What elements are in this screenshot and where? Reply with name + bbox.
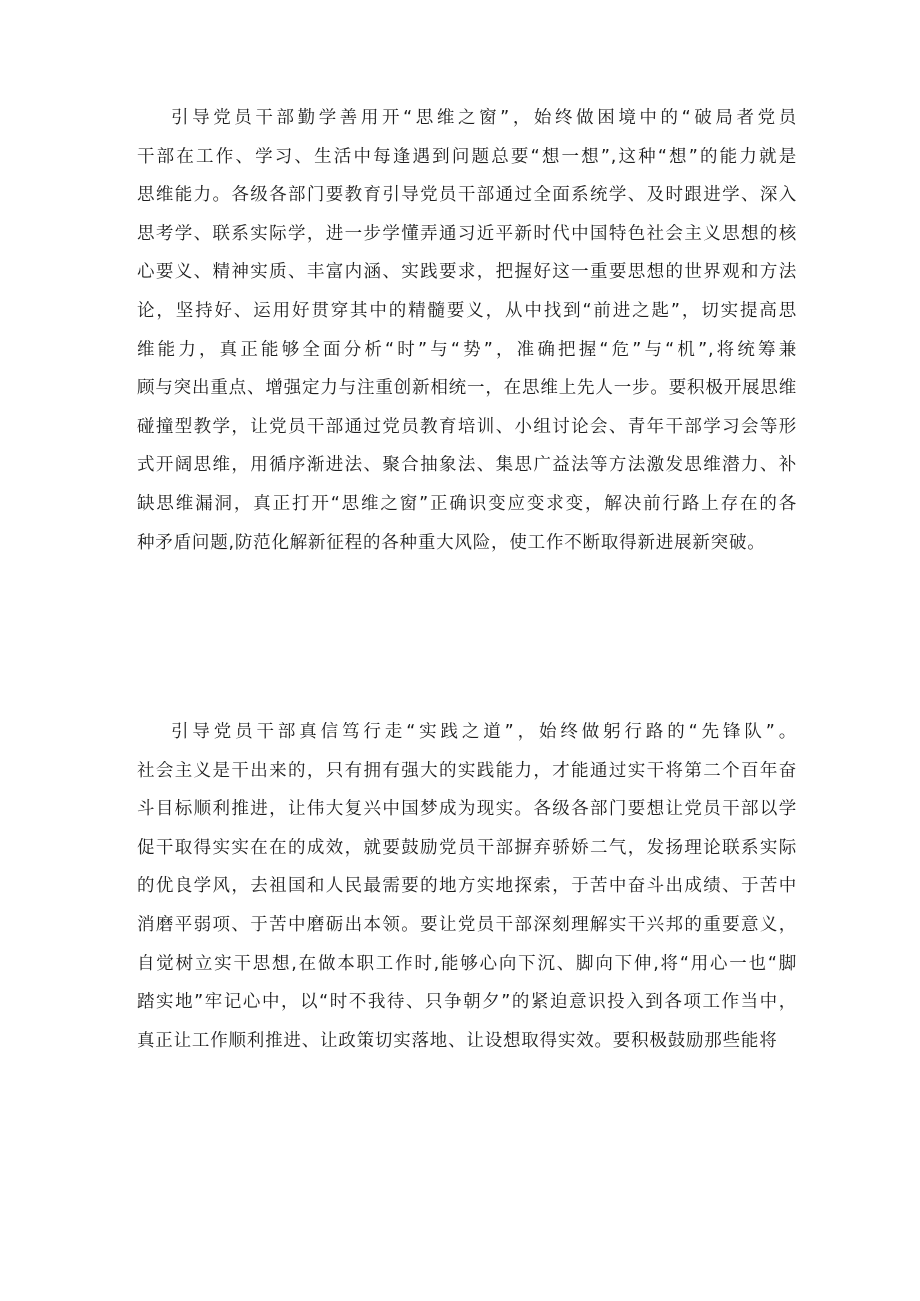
paragraph-line: 引导党员干部真信笃行走“实践之道”，始终做躬行路的“先锋队”。 — [171, 722, 797, 742]
paragraph-line: 消磨平弱项、于苦中磨砺出本领。要让党员干部深刻理解实干兴邦的重要意义， — [137, 914, 797, 935]
paragraph-line: 缺思维漏洞，真正打开“思维之窗”正确识变应变求变，解决前行路上存在的各 — [137, 493, 797, 514]
paragraph-line: 思考学、联系实际学，进一步学懂弄通习近平新时代中国特色社会主义思想的核 — [137, 223, 797, 244]
paragraph-line: 心要义、精神实质、丰富内涵、实践要求，把握好这一重要思想的世界观和方法 — [137, 262, 797, 283]
paragraph-line: 干部在工作、学习、生活中每逢遇到问题总要“想一想”,这种“想”的能力就是 — [137, 146, 797, 167]
paragraph-line: 引导党员干部勤学善用开“思维之窗”，始终做困境中的“破局者党员 — [171, 108, 797, 128]
paragraph-line: 踏实地”牢记心中，以“时不我待、只争朝夕”的紧迫意识投入到各项工作当中， — [137, 992, 797, 1013]
paragraph-line: 促干取得实实在在的成效，就要鼓励党员干部摒弃骄娇二气，发扬理论联系实际 — [137, 837, 797, 858]
paragraph-line: 碰撞型教学，让党员干部通过党员教育培训、小组讨论会、青年干部学习会等形 — [137, 416, 797, 437]
paragraph-line: 论，坚持好、运用好贯穿其中的精髓要义，从中找到“前进之匙”，切实提高思 — [137, 300, 797, 321]
paragraph-line: 维能力，真正能够全面分析“时”与“势”，准确把握“危”与“机”,将统筹兼 — [137, 339, 797, 360]
paragraph-line: 的优良学风，去祖国和人民最需要的地方实地探索，于苦中奋斗出成绩、于苦中 — [137, 876, 797, 897]
paragraph-line: 社会主义是干出来的，只有拥有强大的实践能力，才能通过实干将第二个百年奋 — [137, 760, 797, 781]
paragraph-line: 顾与突出重点、增强定力与注重创新相统一，在思维上先人一步。要积极开展思维 — [137, 378, 797, 399]
paragraph-line: 斗目标顺利推进，让伟大复兴中国梦成为现实。各级各部门要想让党员干部以学 — [137, 799, 797, 820]
paragraph-line: 种矛盾问题,防范化解新征程的各种重大风险，使工作不断取得新进展新突破。 — [137, 532, 766, 553]
paragraph-thinking-window — [137, 99, 797, 562]
paragraph-practice-path — [137, 713, 797, 1060]
paragraph-line: 自觉树立实干思想,在做本职工作时,能够心向下沉、脚向下伸,将“用心一也“脚 — [137, 953, 797, 974]
paragraph-line: 真正让工作顺利推进、让政策切实落地、让设想取得实效。要积极鼓励那些能将 — [137, 1030, 778, 1051]
paragraph-line: 思维能力。各级各部门要教育引导党员干部通过全面系统学、及时跟进学、深入 — [137, 185, 797, 206]
paragraph-line: 式开阔思维，用循序渐进法、聚合抽象法、集思广益法等方法激发思维潜力、补 — [137, 455, 797, 476]
